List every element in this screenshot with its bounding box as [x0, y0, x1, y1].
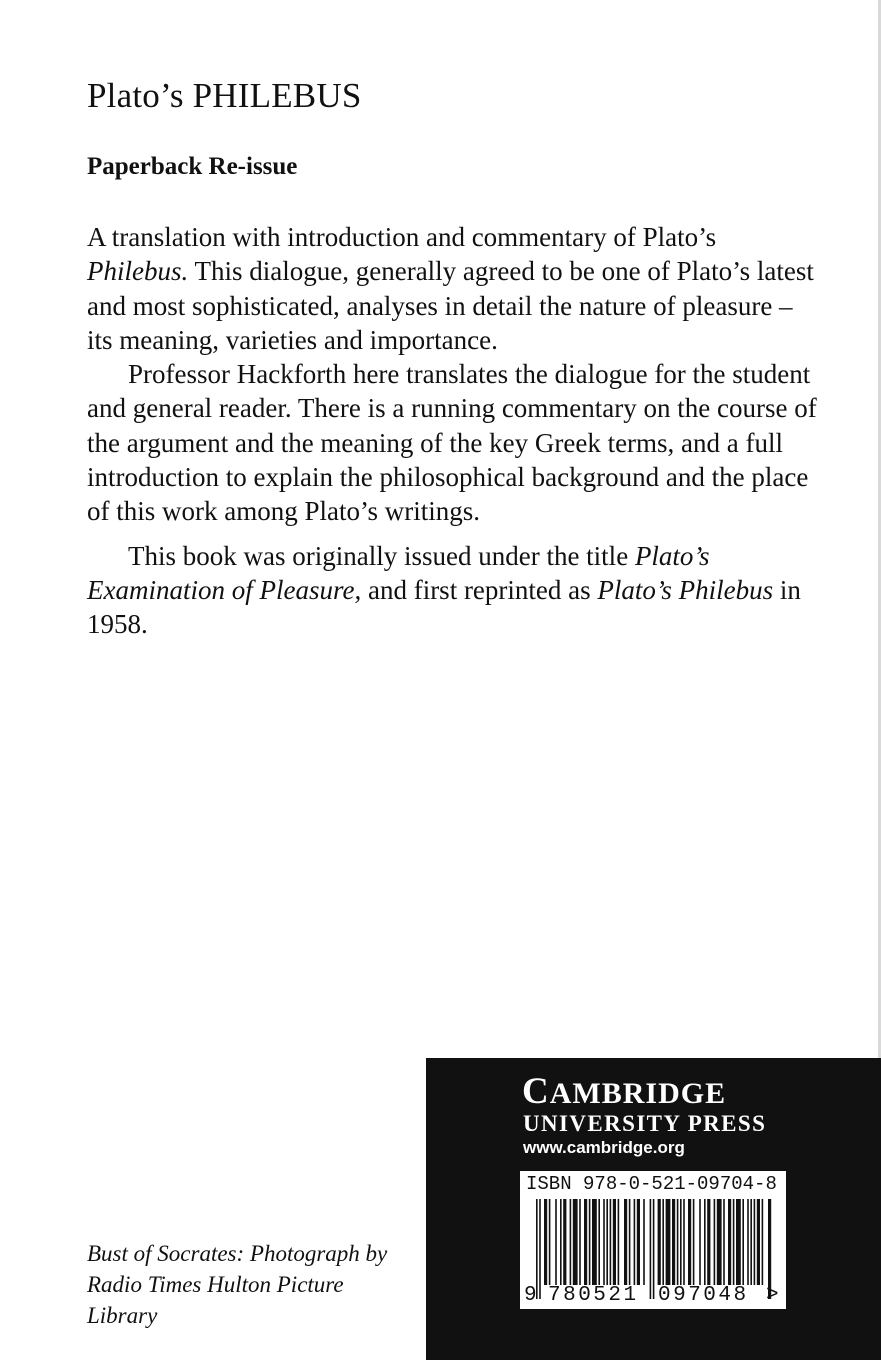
barcode-bar — [549, 1199, 551, 1285]
description — [87, 220, 817, 642]
barcode-bar — [603, 1199, 605, 1285]
barcode-bar — [570, 1199, 572, 1285]
book-title: Plato’s PHILEBUS — [87, 76, 362, 115]
publisher-website: www.cambridge.org — [523, 1138, 685, 1157]
barcode-bar — [714, 1199, 716, 1285]
barcode-bar — [672, 1199, 675, 1285]
barcode-bar — [723, 1199, 725, 1285]
barcode-bar — [762, 1199, 764, 1285]
barcode-bar — [610, 1199, 612, 1285]
barcode — [520, 1171, 786, 1309]
barcode-bar — [606, 1199, 608, 1285]
barcode-bar — [754, 1199, 756, 1285]
original-title: Plato’s Examination of Pleasure, — [87, 540, 710, 605]
barcode-bar — [579, 1199, 581, 1285]
isbn-number: ISBN 978-0-521-09704-8 — [526, 1173, 777, 1195]
barcode-arrow: > — [766, 1284, 779, 1307]
barcode-bar — [747, 1199, 749, 1285]
barcode-bar — [560, 1199, 562, 1285]
barcode-group-2: 097048 — [658, 1284, 749, 1307]
barcode-bar — [717, 1199, 722, 1285]
barcode-bar — [699, 1199, 701, 1285]
photo-credit-line-2: Radio Times Hulton Picture Library — [87, 1272, 344, 1328]
barcode-bar — [693, 1199, 695, 1285]
barcode-bar — [598, 1199, 600, 1285]
barcode-bar — [573, 1199, 578, 1285]
reprint-title: Plato’s Philebus — [597, 574, 774, 605]
barcode-bar — [742, 1199, 744, 1285]
photo-credit — [87, 1238, 417, 1331]
barcode-bar — [707, 1199, 710, 1285]
barcode-bar — [624, 1199, 627, 1285]
publisher-press: UNIVERSITY PRESS — [523, 1111, 767, 1136]
publisher-panel — [426, 1058, 881, 1360]
barcode-bar — [643, 1199, 645, 1285]
barcode-bar — [629, 1199, 631, 1285]
barcode-lead-digit: 9 — [524, 1284, 537, 1307]
barcode-bar — [757, 1199, 760, 1285]
barcode-group-1: 780521 — [548, 1284, 639, 1307]
barcode-bar — [750, 1199, 752, 1285]
description-paragraph-1: A translation with introduction and commentary of Plato’s Philebus. This dialogue, generally agreed to be one of Plato’s latest and most sophisticated, analyses in detail the nature of pleasure – its meaning, varieties and importance. — [87, 222, 814, 355]
barcode-bar — [544, 1199, 547, 1285]
barcode-bar — [555, 1199, 557, 1285]
barcode-bar — [618, 1199, 620, 1285]
description-paragraph-2: Professor Hackforth here translates the dialogue for the student and general reader. There is a running commentary on the course of the argument and the meaning of the key Greek terms, and a full introduction to explain the philosophical background and the place of this work among Plato’s writings. — [87, 359, 817, 527]
barcode-bar — [563, 1199, 566, 1285]
barcode-bar — [736, 1199, 741, 1285]
barcode-bar — [662, 1199, 664, 1285]
barcode-bar — [683, 1199, 685, 1285]
barcode-bar — [728, 1199, 731, 1285]
barcode-digits — [520, 1283, 786, 1309]
barcode-bar — [592, 1199, 597, 1285]
barcode-bar — [584, 1199, 587, 1285]
photo-credit-line-1: Bust of Socrates: Photograph by — [87, 1241, 388, 1266]
barcode-bar — [688, 1199, 691, 1285]
barcode-bar — [733, 1199, 735, 1285]
barcode-bar — [589, 1199, 591, 1285]
publisher-name: CAMBRIDGE — [522, 1071, 727, 1112]
barcode-bar — [704, 1199, 706, 1285]
barcode-bar — [658, 1199, 661, 1285]
work-title-philebus: Philebus. — [87, 256, 189, 287]
barcode-bar — [637, 1199, 640, 1285]
barcode-bar — [634, 1199, 636, 1285]
barcode-bar — [613, 1199, 616, 1285]
description-paragraph-3: This book was originally issued under the title Plato’s Examination of Pleasure, and first reprinted as Plato’s Philebus in 1958. — [87, 540, 801, 640]
barcode-bar — [677, 1199, 679, 1285]
barcode-bar — [666, 1199, 671, 1285]
barcode-bar — [680, 1199, 682, 1285]
edition-label: Paperback Re-issue — [87, 153, 298, 180]
